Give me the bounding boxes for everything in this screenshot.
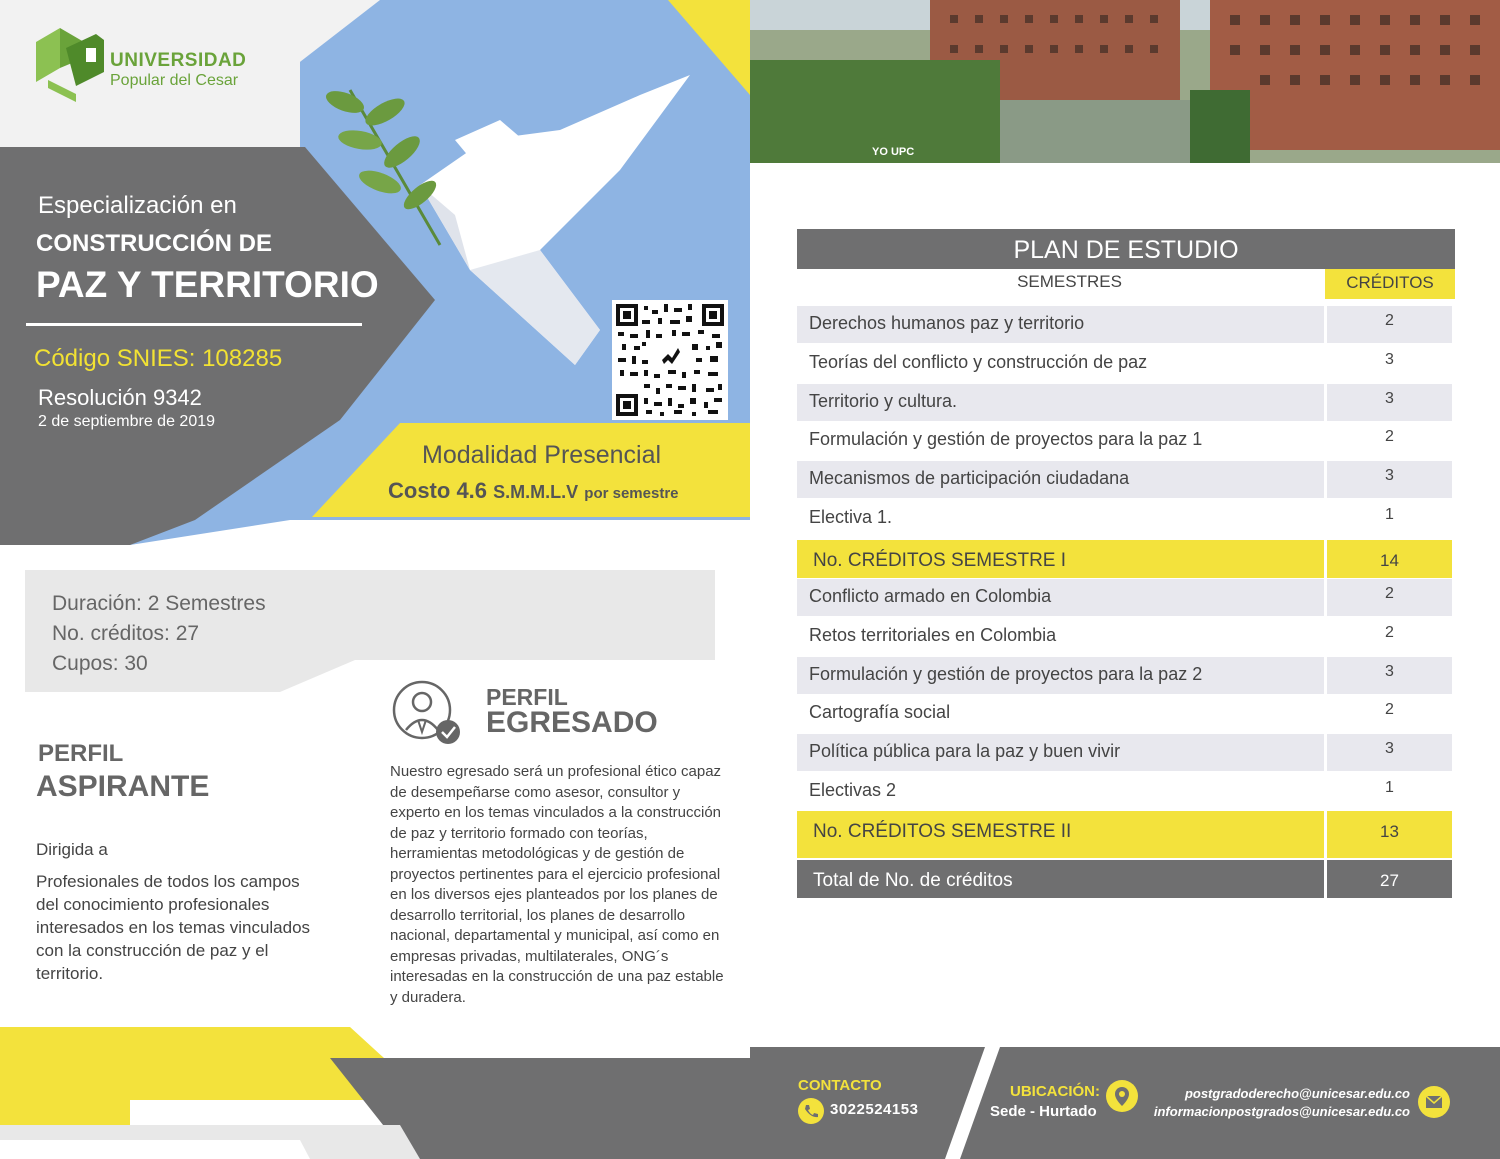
course-row bbox=[797, 734, 1452, 771]
resolution: Resolución 9342 bbox=[38, 385, 202, 410]
course-name: Total de No. de créditos bbox=[797, 860, 1324, 898]
course-name: Electivas 2 bbox=[809, 780, 897, 800]
spots: Cupos: 30 bbox=[52, 652, 148, 675]
course-credits: 14 bbox=[1327, 540, 1452, 578]
course-credits: 2 bbox=[1385, 623, 1394, 641]
graduate-profile-icon bbox=[392, 680, 464, 746]
aspirante-heading-2: ASPIRANTE bbox=[36, 770, 210, 803]
course-row bbox=[797, 384, 1452, 421]
photo-caption: YO UPC bbox=[872, 146, 915, 158]
brand-line2: Popular del Cesar bbox=[110, 72, 239, 89]
course-credits: 3 bbox=[1327, 461, 1452, 498]
location-value: Sede - Hurtado bbox=[990, 1103, 1097, 1120]
course-credits: 2 bbox=[1327, 306, 1452, 343]
egresado-text: Nuestro egresado será un profesional ético capaz de desempeñarse como asesor, consultor y experto en los temas vinculados a la construcción de paz y territorio formado con teorías, herramientas metodológicas y de gestión de proyectos pertinentes para el ejercicio profesional en los diversos ejes planteados por los planes de desarrollo territorial, los planes de desarrollo nacional, departamental y municipal, así como en empresas privadas, multilaterales, ONG´s interesadas en la construcción de una paz estable y duradera. bbox=[390, 763, 724, 1006]
course-credits: 3 bbox=[1327, 384, 1452, 421]
course-row bbox=[797, 695, 1452, 732]
course-credits: 1 bbox=[1385, 779, 1394, 796]
qr-code[interactable] bbox=[612, 300, 728, 420]
course-name: Territorio y cultura. bbox=[797, 384, 1324, 421]
egresado-heading-1: PERFIL bbox=[486, 684, 568, 710]
resolution-date: 2 de septiembre de 2019 bbox=[38, 413, 216, 430]
aspirante-lead: Dirigida a bbox=[36, 840, 108, 859]
course-row bbox=[797, 345, 1452, 382]
semester2-total-row bbox=[797, 811, 1452, 858]
course-name: Conflicto armado en Colombia bbox=[797, 579, 1324, 616]
phone-number[interactable]: 3022524153 bbox=[830, 1101, 919, 1118]
course-credits: 1 bbox=[1385, 506, 1394, 523]
cost-unit: S.M.M.L.V bbox=[493, 482, 579, 502]
program-prefix: Especialización en bbox=[38, 192, 237, 219]
cost-suffix: por semestre bbox=[584, 485, 679, 502]
course-credits: 2 bbox=[1385, 428, 1394, 446]
course-row bbox=[797, 657, 1452, 694]
course-name: Política pública para la paz y buen vivir bbox=[797, 734, 1324, 771]
course-name: Retos territoriales en Colombia bbox=[809, 624, 1057, 645]
university-logo bbox=[36, 28, 104, 102]
snies-code: Código SNIES: 108285 bbox=[34, 345, 283, 372]
course-credits: 2 bbox=[1327, 579, 1452, 616]
course-name: Derechos humanos paz y territorio bbox=[797, 306, 1324, 343]
plan-title: PLAN DE ESTUDIO bbox=[797, 229, 1455, 269]
col-credits-header: CRÉDITOS bbox=[1325, 269, 1455, 299]
course-row bbox=[797, 500, 1452, 537]
modality-label: Modalidad Presencial bbox=[422, 441, 662, 469]
course-name: Electiva 1. bbox=[809, 507, 893, 527]
col-semesters-header: SEMESTRES bbox=[1017, 272, 1122, 291]
location-label: UBICACIÓN: bbox=[1010, 1083, 1100, 1100]
grand-total-row bbox=[797, 860, 1452, 898]
course-row bbox=[797, 306, 1452, 343]
location-pin-icon bbox=[1106, 1080, 1138, 1112]
email-informacion-postgrados[interactable]: informacionpostgrados@unicesar.edu.co bbox=[1153, 1104, 1410, 1119]
aspirante-text: Profesionales de todos los campos del conocimiento profesionales interesados en los temas vinculados con la construcción de paz y el territorio. bbox=[36, 872, 311, 983]
cost-prefix: Costo 4.6 bbox=[388, 478, 488, 503]
course-credits: 27 bbox=[1327, 860, 1452, 898]
brand-line1: UNIVERSIDAD bbox=[110, 50, 247, 71]
course-row bbox=[797, 579, 1452, 616]
course-name: Formulación y gestión de proyectos para la paz 1 bbox=[809, 429, 1203, 450]
program-title-line2: PAZ Y TERRITORIO bbox=[36, 264, 379, 305]
course-credits: 3 bbox=[1327, 734, 1452, 771]
course-name: No. CRÉDITOS SEMESTRE I bbox=[797, 540, 1324, 578]
title-divider bbox=[26, 323, 362, 326]
duration: Duración: 2 Semestres bbox=[52, 592, 266, 615]
aspirante-heading-1: PERFIL bbox=[38, 740, 124, 767]
email-icon bbox=[1418, 1086, 1450, 1118]
course-name: No. CRÉDITOS SEMESTRE II bbox=[797, 811, 1324, 858]
egresado-heading-2: EGRESADO bbox=[486, 706, 658, 739]
course-name: Mecanismos de participación ciudadana bbox=[797, 461, 1324, 498]
course-credits: 3 bbox=[1327, 657, 1452, 694]
course-name: Cartografía social bbox=[809, 702, 951, 723]
contact-label: CONTACTO bbox=[798, 1077, 882, 1094]
course-row bbox=[797, 773, 1452, 810]
course-row bbox=[797, 461, 1452, 498]
program-title-line1: CONSTRUCCIÓN DE bbox=[36, 230, 273, 257]
course-name: Formulación y gestión de proyectos para la paz 2 bbox=[797, 657, 1324, 694]
course-name: Teorías del conflicto y construcción de paz bbox=[809, 351, 1148, 372]
course-credits: 3 bbox=[1385, 350, 1394, 368]
credits-total: No. créditos: 27 bbox=[52, 622, 200, 645]
course-credits: 2 bbox=[1385, 701, 1394, 719]
course-row bbox=[797, 422, 1452, 459]
course-credits: 13 bbox=[1327, 811, 1452, 858]
phone-icon bbox=[798, 1098, 824, 1124]
email-postgrado-derecho[interactable]: postgradoderecho@unicesar.edu.co bbox=[1184, 1086, 1410, 1101]
semester1-total-row bbox=[797, 540, 1452, 578]
cost-line bbox=[388, 478, 679, 504]
course-row bbox=[797, 618, 1452, 655]
